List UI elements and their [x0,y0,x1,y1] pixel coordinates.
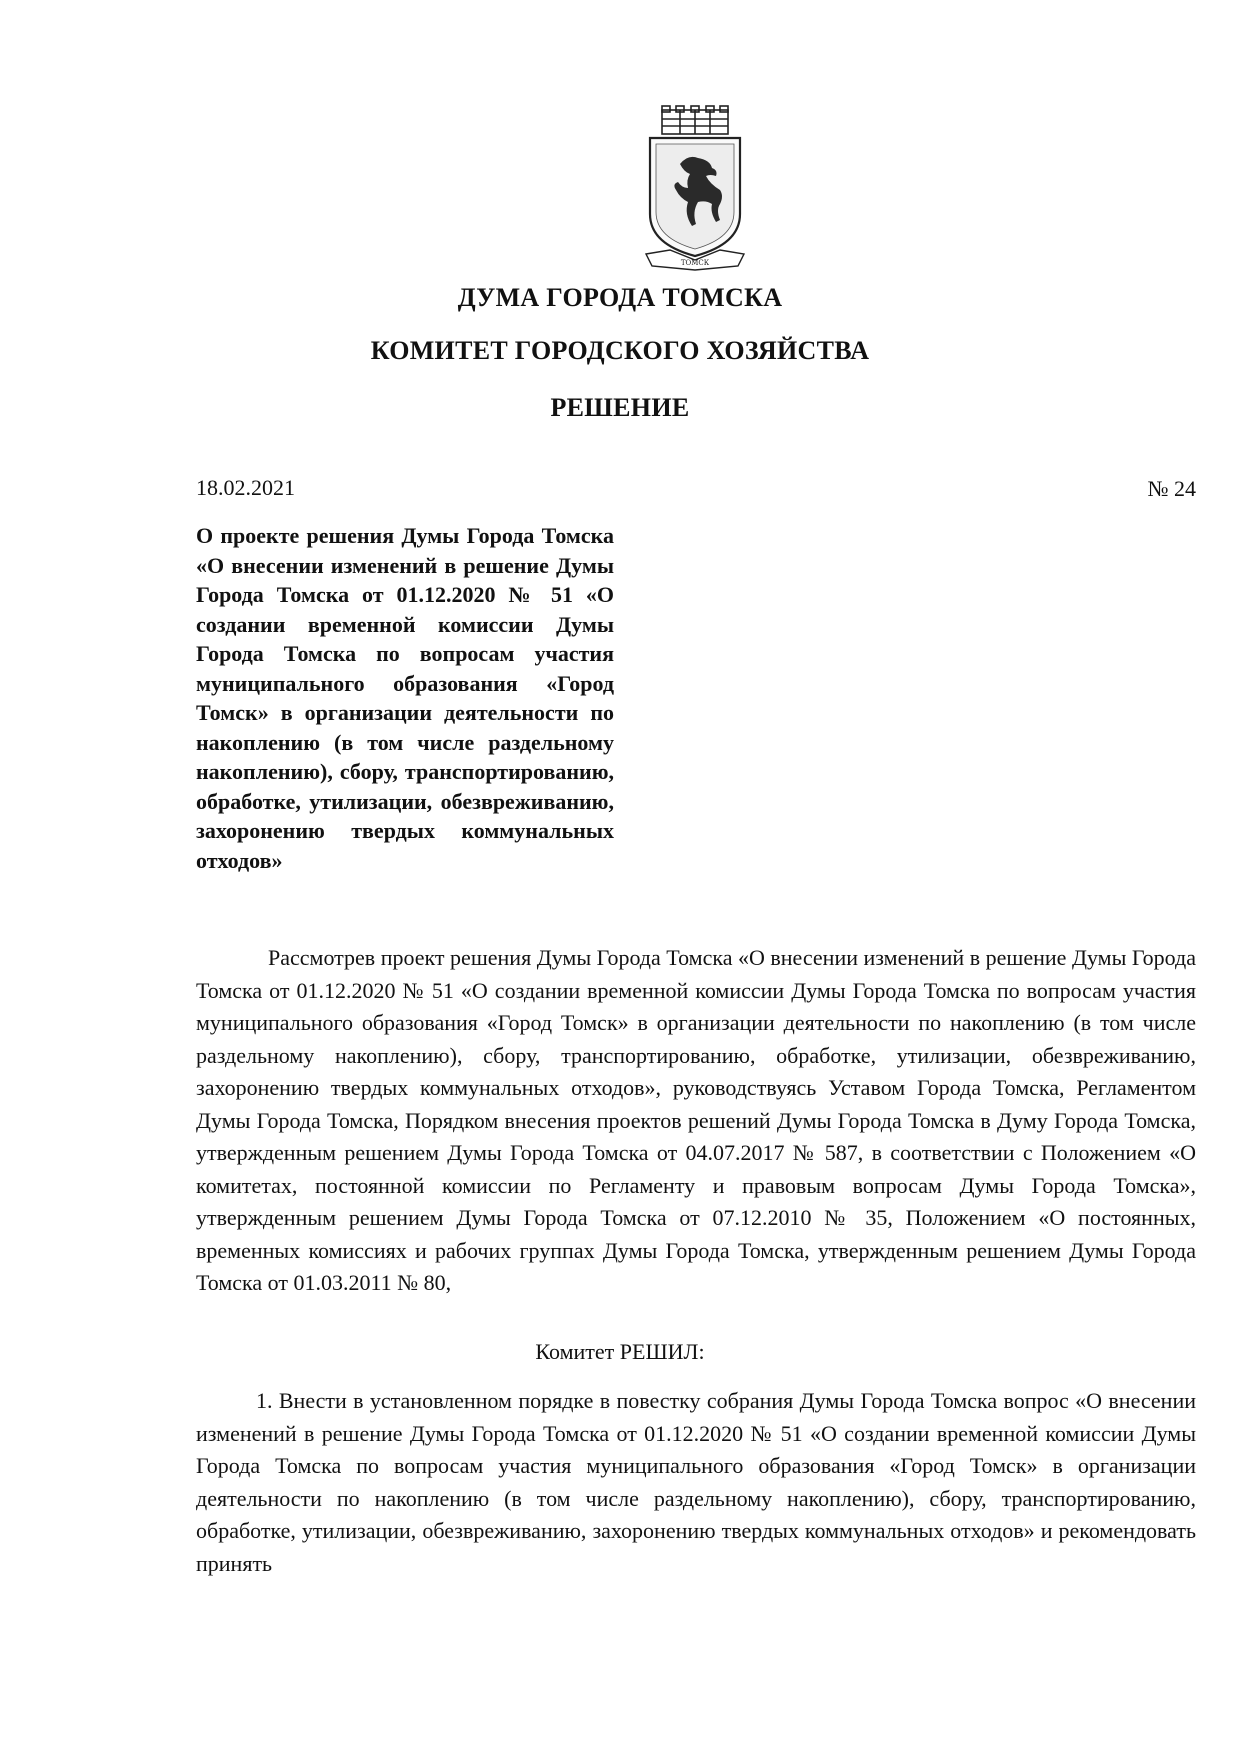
organization-title: ДУМА ГОРОДА ТОМСКА [457,283,783,312]
decision-subject: О проекте решения Думы Города Томска «О внесении изменений в решение Думы Города Томска от 01.12.2020 № 51 «О создании временной комиссии Думы Города Томска по вопросам участия муниципального образования «Город Томск» в организации деятельности по накоплению (в том числе раздельному накоплению), сбору, транспортированию, обработке, утилизации, обезвреживанию, захоронению твердых коммунальных отходов» [196,523,614,873]
emblem-motto: ТОМСК [680,259,710,267]
resolved-heading: Комитет РЕШИЛ: [535,1339,705,1364]
preamble-paragraph: Рассмотрев проект решения Думы Города Томска «О внесении изменений в решение Думы Города Томска от 01.12.2020 № 51 «О создании временной комиссии Думы Города Томска по вопросам участия муниципального образования «Город Томск» в организации деятельности по накоплению (в том числе раздельному накоплению), сбору, транспортированию, обработке, утилизации, обезвреживанию, захоронению твердых коммунальных отходов», руководствуясь Уставом Города Томска, Регламентом Думы Города Томска, Порядком внесения проектов решений Думы Города Томска в Думу Города Томска, утвержденным решением Думы Города Томска от 04.07.2017 № 587, в соответствии с Положением «О комитетах, постоянной комиссии по Регламенту и правовым вопросам Думы Города Томска», утвержденным решением Думы Города Томска от 07.12.2010 № 35, Положением «О постоянных, временных комиссиях и рабочих группах Думы Города Томска, утвержденным решением Думы Города Томска от 01.03.2011 № 80, [196,945,1196,1295]
committee-title: КОМИТЕТ ГОРОДСКОГО ХОЗЯЙСТВА [370,336,870,365]
decision-date: 18.02.2021 [196,475,295,500]
document-type-title: РЕШЕНИЕ [550,393,690,422]
decision-number: № 24 [1147,476,1196,501]
city-coat-of-arms-icon [640,104,750,274]
resolution-item: 1. Внести в установленном порядке в повестку собрания Думы Города Томска вопрос «О внесении изменений в решение Думы Города Томска от 01.12.2020 № 51 «О создании временной комиссии Думы Города Томска по вопросам участия муниципального образования «Город Томск» в организации деятельности по накоплению (в том числе раздельному накоплению), сбору, транспортированию, обработке, утилизации, обезвреживанию, захоронению твердых коммунальных отходов» и рекомендовать принять [196,1388,1196,1576]
